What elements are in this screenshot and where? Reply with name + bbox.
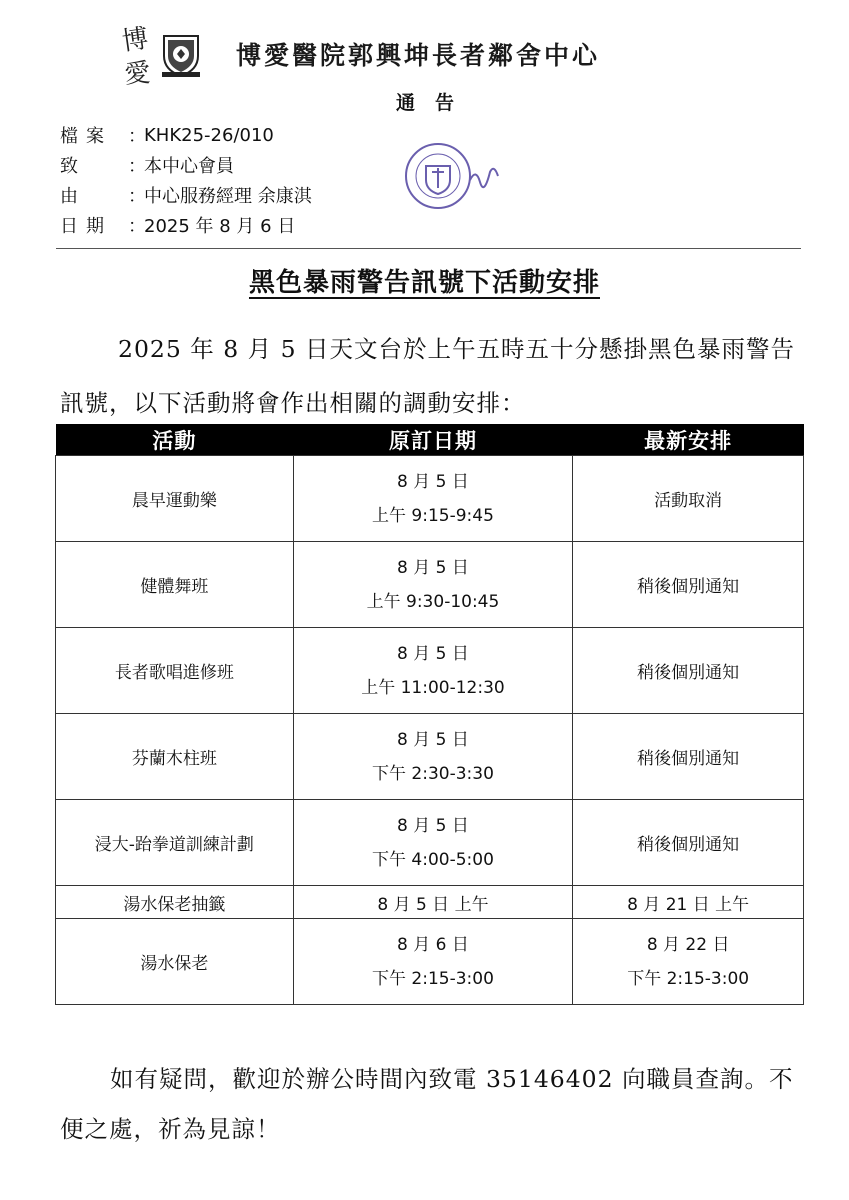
table-header-row <box>56 424 804 456</box>
crest-logo-icon <box>160 32 202 78</box>
table-row <box>56 456 804 542</box>
meta-colon: ： <box>128 216 146 237</box>
cell-new: 活動取消 <box>573 456 804 542</box>
meta-row-date <box>60 210 312 240</box>
table-row <box>56 542 804 628</box>
cell-new <box>573 919 804 1005</box>
cell-orig <box>293 628 573 714</box>
table-row <box>56 919 804 1005</box>
meta-value: 2025 年 8 月 6 日 <box>144 216 296 237</box>
cell-activity: 晨早運動樂 <box>56 456 294 542</box>
meta-label: 由 <box>60 186 86 207</box>
meta-value: 中心服務經理 余康淇 <box>144 186 312 207</box>
meta-row-from <box>60 180 312 210</box>
cell-orig: 8 月 5 日 上午 <box>293 886 573 919</box>
notice-title: 通告 <box>396 92 475 114</box>
col-header-activity: 活動 <box>56 424 294 456</box>
cell-new: 稍後個別通知 <box>573 800 804 886</box>
svg-text:博: 博 <box>120 23 151 58</box>
headline <box>0 262 849 299</box>
cell-activity: 湯水保老抽籤 <box>56 886 294 919</box>
meta-label: 日期 <box>60 216 112 237</box>
orig-time: 上午 9:30-10:45 <box>366 591 500 612</box>
meta-value: 本中心會員 <box>144 156 234 177</box>
schedule-table <box>55 424 804 1005</box>
meta-block <box>60 120 312 240</box>
meta-colon: ： <box>128 186 146 207</box>
new-time: 下午 2:15-3:00 <box>627 968 750 989</box>
table-row <box>56 628 804 714</box>
headline-text: 黑色暴雨警告訊號下活動安排 <box>248 268 600 298</box>
logo-calligraphy <box>118 18 158 90</box>
orig-time: 上午 9:15-9:45 <box>372 505 494 526</box>
cell-orig <box>293 714 573 800</box>
cell-new: 稍後個別通知 <box>573 714 804 800</box>
intro-paragraph: 2025 年 8 月 5 日天文台於上午五時五十分懸掛黑色暴雨警告訊號，以下活動將會作出相關的調動安排： <box>60 335 796 417</box>
table-row <box>56 800 804 886</box>
orig-date: 8 月 5 日 <box>397 643 469 664</box>
orig-time: 下午 4:00-5:00 <box>372 849 494 870</box>
cell-activity: 芬蘭木柱班 <box>56 714 294 800</box>
col-header-new-arrangement: 最新安排 <box>573 424 804 456</box>
new-date: 8 月 22 日 <box>646 934 730 955</box>
orig-date: 8 月 6 日 <box>397 934 469 955</box>
cell-activity: 浸大-跆拳道訓練計劃 <box>56 800 294 886</box>
header-divider <box>56 248 801 249</box>
orig-time: 下午 2:15-3:00 <box>372 968 494 989</box>
cell-new: 稍後個別通知 <box>573 628 804 714</box>
svg-text:愛: 愛 <box>123 58 152 90</box>
orig-date: 8 月 5 日 <box>397 471 469 492</box>
meta-label: 檔案 <box>60 126 112 147</box>
cell-orig <box>293 919 573 1005</box>
table-row <box>56 714 804 800</box>
meta-row-file <box>60 120 312 150</box>
cell-activity: 健體舞班 <box>56 542 294 628</box>
meta-label: 致 <box>60 156 86 177</box>
meta-colon: ： <box>128 126 146 147</box>
cell-orig <box>293 542 573 628</box>
orig-date: 8 月 5 日 <box>397 557 469 578</box>
orig-time: 下午 2:30-3:30 <box>372 763 494 784</box>
cell-orig <box>293 800 573 886</box>
cell-orig <box>293 456 573 542</box>
meta-row-to <box>60 150 312 180</box>
meta-colon: ： <box>128 156 146 177</box>
closing-paragraph: 如有疑問，歡迎於辦公時間內致電 35146402 向職員查詢。不便之處，祈為見諒！ <box>60 1065 794 1143</box>
col-header-orig-date: 原訂日期 <box>293 424 573 456</box>
cell-new: 稍後個別通知 <box>573 542 804 628</box>
table-row <box>56 886 804 919</box>
orig-date: 8 月 5 日 <box>397 729 469 750</box>
cell-new: 8 月 21 日 上午 <box>573 886 804 919</box>
org-name: 博愛醫院郭興坤長者鄰舍中心 <box>236 41 601 70</box>
center-seal-stamp-icon <box>402 140 506 212</box>
meta-value: KHK25-26/010 <box>144 124 274 146</box>
cell-activity: 湯水保老 <box>56 919 294 1005</box>
cell-activity: 長者歌唱進修班 <box>56 628 294 714</box>
orig-date: 8 月 5 日 <box>397 815 469 836</box>
orig-time: 上午 11:00-12:30 <box>361 677 505 698</box>
